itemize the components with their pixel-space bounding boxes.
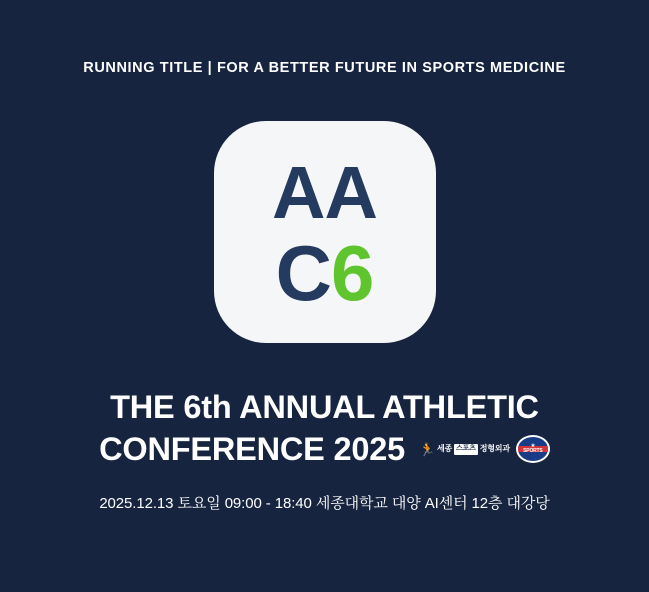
logo-line-2 <box>275 229 374 318</box>
running-title: RUNNING TITLE | FOR A BETTER FUTURE IN SPORTS MEDICINE <box>83 60 566 76</box>
runner-icon: 🏃 <box>418 441 435 457</box>
sponsor-logos <box>419 435 550 463</box>
sponsor-sejong-sports-orthopedics <box>419 443 510 456</box>
sponsor-circular-emblem <box>516 435 550 463</box>
event-details: 2025.12.13 토요일 09:00 - 18:40 세종대학교 대양 AI센터 12층 대강당 <box>99 495 550 513</box>
logo-text-aa: AA <box>272 150 377 234</box>
title-line-2: CONFERENCE 2025 <box>99 430 405 467</box>
emblem-text-top: ★ <box>530 443 535 450</box>
sponsor-text-left: 세종 <box>436 444 453 454</box>
sponsor-text-right: 정형외과 <box>479 444 510 454</box>
title-line-1: THE 6th ANNUAL ATHLETIC <box>110 389 539 425</box>
logo-text-c: C <box>275 229 331 318</box>
emblem-text-bottom: SPORTS <box>523 448 543 455</box>
logo-text-6: 6 <box>330 229 374 318</box>
logo-line-1 <box>272 150 377 234</box>
title-line-2-row <box>99 429 550 471</box>
sponsor-badge: 스포츠 <box>454 444 478 455</box>
aac6-logo <box>214 121 436 343</box>
page-title <box>99 387 550 470</box>
